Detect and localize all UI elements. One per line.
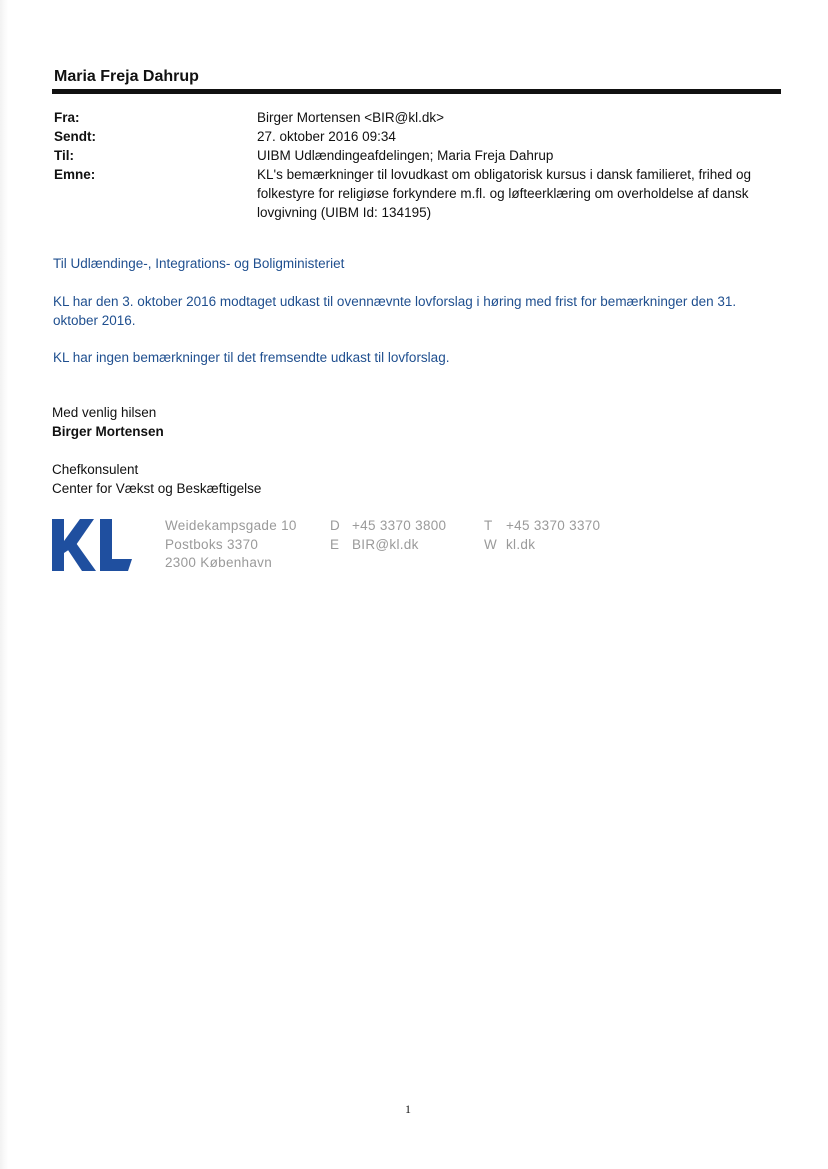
email-row [330, 536, 446, 555]
sent-row [54, 127, 784, 146]
paragraph-1-line-2: oktober 2016. [53, 313, 136, 328]
email-metadata [54, 108, 784, 222]
direct-phone-value: +45 3370 3800 [352, 518, 447, 533]
addressee-line: Til Udlændinge-, Integrations- og Boligministeriet [53, 256, 345, 271]
address-line-1: Weidekampsgade 10 [165, 518, 297, 533]
signer-title: Chefkonsulent [52, 462, 139, 477]
from-row [54, 108, 784, 127]
address-line-2: Postboks 3370 [165, 536, 259, 552]
subject-value [257, 165, 784, 222]
subject-line-3: lovgivning (UIBM Id: 134195) [257, 205, 432, 220]
to-value: UIBM Udlændingeafdelingen; Maria Freja Dahrup [257, 148, 554, 163]
phone-key: T [484, 518, 493, 533]
signature-direct-contact [330, 517, 446, 554]
direct-phone-row [330, 517, 446, 536]
email-value: BIR@kl.dk [352, 536, 419, 552]
to-row [54, 146, 784, 165]
direct-phone-key: D [330, 518, 341, 533]
sent-value: 27. oktober 2016 09:34 [257, 129, 396, 144]
signer-name: Birger Mortensen [52, 424, 164, 439]
header-rule [52, 89, 781, 94]
body-paragraph-2: KL har ingen bemærkninger til det fremsendte udkast til lovforslag. [53, 350, 450, 365]
phone-value: +45 3370 3370 [506, 518, 601, 533]
web-key: W [484, 536, 498, 552]
from-label: Fra: [54, 110, 80, 125]
page-number: 1 [405, 1102, 411, 1116]
closing-block [52, 403, 164, 441]
scan-edge [0, 0, 8, 1169]
to-label: Til: [54, 148, 74, 163]
from-value: Birger Mortensen <BIR@kl.dk> [257, 110, 445, 125]
web-value: kl.dk [506, 536, 536, 552]
paragraph-1-line-1: KL har den 3. oktober 2016 modtaget udkast til ovennævnte lovforslag i høring med frist for bemærkninger den 31. [53, 294, 737, 309]
web-row [484, 536, 600, 555]
address-line-3: 2300 København [165, 555, 273, 570]
phone-row [484, 517, 600, 536]
subject-line-1: KL's bemærkninger til lovudkast om obligatorisk kursus i dansk familieret, frihed og [257, 167, 752, 182]
signer-title-block [52, 460, 261, 498]
document-owner-name: Maria Freja Dahrup [54, 68, 199, 85]
signer-department: Center for Vækst og Beskæftigelse [52, 481, 262, 496]
sent-label: Sendt: [54, 129, 96, 144]
body-paragraph-1 [53, 292, 783, 330]
subject-row [54, 165, 784, 222]
subject-label: Emne: [54, 167, 96, 182]
closing-greeting: Med venlig hilsen [52, 405, 157, 420]
signature-general-contact [484, 517, 600, 554]
email-key: E [330, 536, 340, 552]
signature-address [165, 517, 297, 573]
kl-logo [52, 519, 132, 571]
subject-line-2: folkestyre for religiøse forkyndere m.fl. og løfteerklæring om overholdelse af dansk [257, 186, 749, 201]
